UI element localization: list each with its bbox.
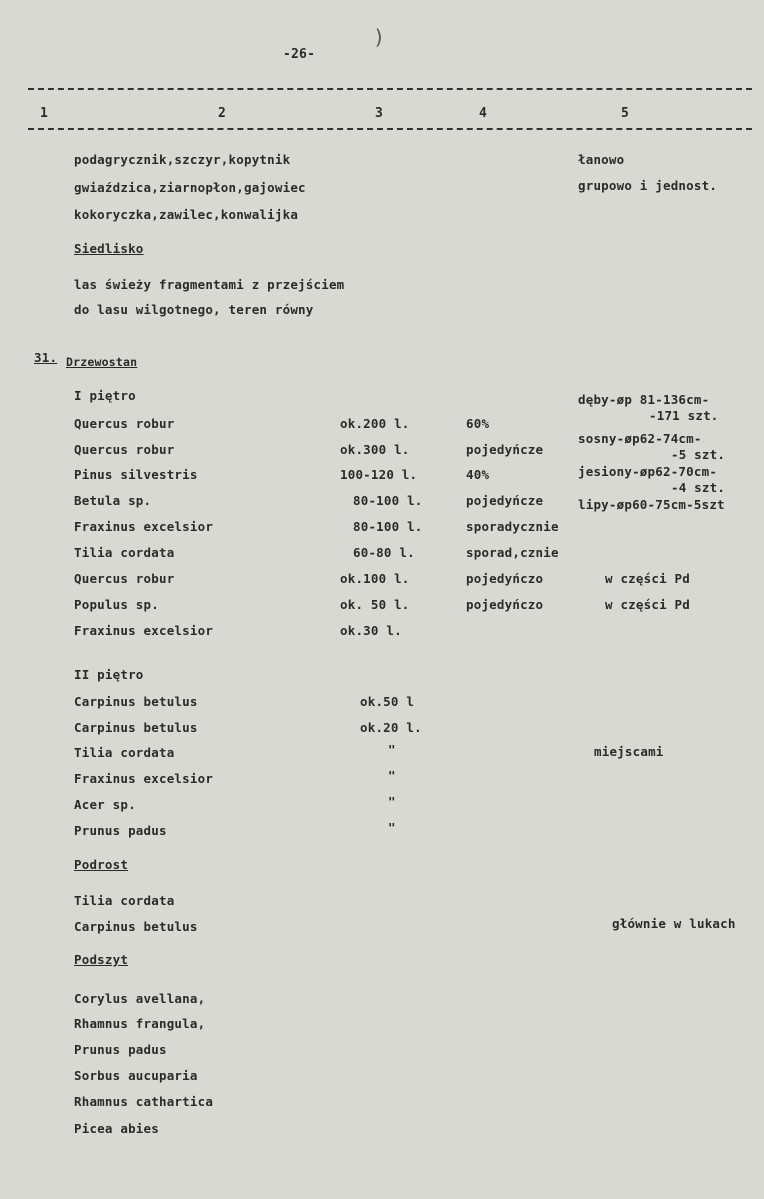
siedlisko-line: las świeży fragmentami z przejściem bbox=[74, 277, 345, 292]
layer1-species: Pinus silvestris bbox=[74, 467, 198, 482]
layer1-share: pojedyńczo bbox=[466, 597, 544, 612]
layer1-share: pojedyńcze bbox=[466, 493, 544, 508]
side-note: lipy-øp60-75cm-5szt bbox=[578, 497, 725, 512]
podrost-item: Tilia cordata bbox=[74, 893, 175, 908]
podszyt-item: Rhamnus frangula, bbox=[74, 1016, 206, 1031]
podrost-item: Carpinus betulus bbox=[74, 919, 198, 934]
section-number: 31. bbox=[34, 350, 58, 365]
podszyt-item: Picea abies bbox=[74, 1121, 159, 1136]
column-header-1: 1 bbox=[40, 106, 49, 121]
layer1-age: 100-120 l. bbox=[340, 467, 418, 482]
layer2-age: " bbox=[388, 742, 396, 757]
column-header-3: 3 bbox=[375, 106, 384, 121]
layer1-share: pojedyńczo bbox=[466, 571, 544, 586]
layer2-note: miejscami bbox=[594, 744, 664, 759]
layer2-species: Carpinus betulus bbox=[74, 694, 198, 709]
podszyt-heading: Podszyt bbox=[74, 952, 129, 967]
layer1-note: w części Pd bbox=[605, 571, 690, 586]
layer1-age: ok. 50 l. bbox=[340, 597, 410, 612]
side-note: -4 szt. bbox=[671, 480, 726, 495]
layer1-age: 80-100 l. bbox=[353, 493, 423, 508]
layer1-age: ok.30 l. bbox=[340, 623, 402, 638]
layer1-share: sporadycznie bbox=[466, 519, 559, 534]
siedlisko-heading: Siedlisko bbox=[74, 241, 144, 256]
section-title: Drzewostan bbox=[66, 355, 138, 369]
layer2-age: " bbox=[388, 820, 396, 835]
podszyt-item: Corylus avellana, bbox=[74, 991, 206, 1006]
layer1-species: Fraxinus excelsior bbox=[74, 519, 214, 534]
layer2-age: " bbox=[388, 768, 396, 783]
layer2-species: Tilia cordata bbox=[74, 745, 175, 760]
layer2-species: Carpinus betulus bbox=[74, 720, 198, 735]
layer1-species: Betula sp. bbox=[74, 493, 152, 508]
siedlisko-line: do lasu wilgotnego, teren równy bbox=[74, 302, 314, 317]
layer1-age: 60-80 l. bbox=[353, 545, 415, 560]
layer2-species: Acer sp. bbox=[74, 797, 136, 812]
layer1-age: ok.200 l. bbox=[340, 416, 410, 431]
side-note: -171 szt. bbox=[649, 408, 719, 423]
header-rule bbox=[28, 128, 752, 130]
layer1-species: Fraxinus excelsior bbox=[74, 623, 214, 638]
layer1-age: ok.100 l. bbox=[340, 571, 410, 586]
layer2-heading: II piętro bbox=[74, 667, 144, 682]
layer1-share: pojedyńcze bbox=[466, 442, 544, 457]
layer2-age: ok.20 l. bbox=[360, 720, 422, 735]
side-note: dęby-øp 81-136cm- bbox=[578, 392, 710, 407]
layer1-species: Quercus robur bbox=[74, 442, 175, 457]
intro-line: podagrycznik,szczyr,kopytnik bbox=[74, 152, 291, 167]
side-note: jesiony-øp62-70cm- bbox=[578, 464, 718, 479]
page-number: -26- bbox=[283, 47, 316, 62]
layer2-age: " bbox=[388, 794, 396, 809]
layer2-age: ok.50 l bbox=[360, 694, 415, 709]
layer2-species: Prunus padus bbox=[74, 823, 167, 838]
layer1-share: 60% bbox=[466, 416, 490, 431]
layer1-species: Populus sp. bbox=[74, 597, 159, 612]
intro-line: gwiaździca,ziarnopłon,gajowiec bbox=[74, 180, 306, 195]
layer1-species: Quercus robur bbox=[74, 571, 175, 586]
podrost-heading: Podrost bbox=[74, 857, 129, 872]
podszyt-item: Sorbus aucuparia bbox=[74, 1068, 198, 1083]
layer1-heading: I piętro bbox=[74, 388, 136, 403]
intro-note: łanowo bbox=[578, 152, 625, 167]
podszyt-item: Prunus padus bbox=[74, 1042, 167, 1057]
layer1-share: sporad,cznie bbox=[466, 545, 559, 560]
layer1-species: Tilia cordata bbox=[74, 545, 175, 560]
podszyt-item: Rhamnus cathartica bbox=[74, 1094, 214, 1109]
column-header-2: 2 bbox=[218, 106, 227, 121]
layer1-age: ok.300 l. bbox=[340, 442, 410, 457]
podrost-note: głównie w lukach bbox=[612, 916, 736, 931]
side-note: -5 szt. bbox=[671, 447, 726, 462]
side-note: sosny-øp62-74cm- bbox=[578, 431, 702, 446]
column-header-4: 4 bbox=[479, 106, 488, 121]
column-header-5: 5 bbox=[621, 106, 630, 121]
intro-line: kokoryczka,zawilec,konwalijka bbox=[74, 207, 299, 222]
top-rule bbox=[28, 88, 752, 90]
layer1-species: Quercus robur bbox=[74, 416, 175, 431]
intro-note: grupowo i jednost. bbox=[578, 178, 718, 193]
layer1-note: w części Pd bbox=[605, 597, 690, 612]
page-mark: ) bbox=[373, 25, 386, 49]
layer2-species: Fraxinus excelsior bbox=[74, 771, 214, 786]
layer1-age: 80-100 l. bbox=[353, 519, 423, 534]
layer1-share: 40% bbox=[466, 467, 490, 482]
